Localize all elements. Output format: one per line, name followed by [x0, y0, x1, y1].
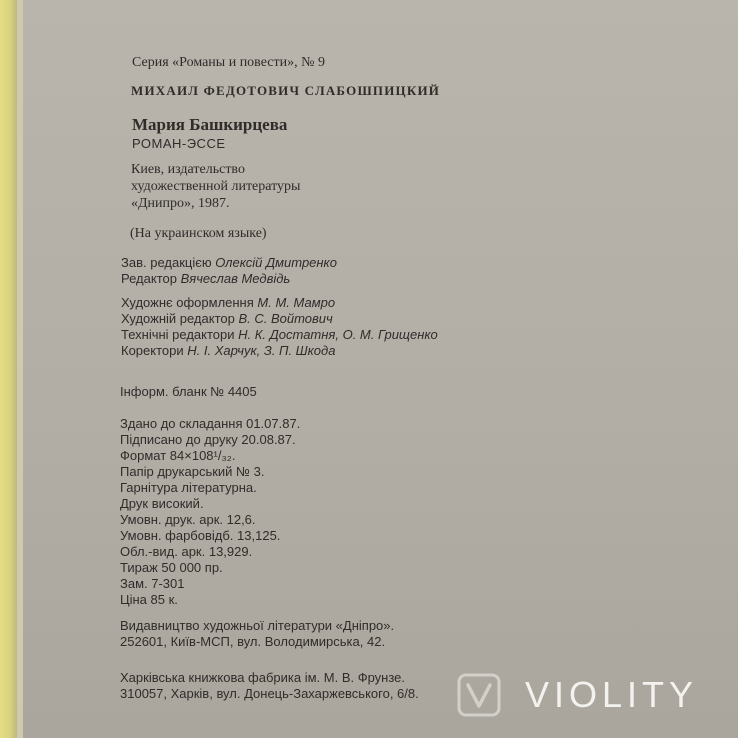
inform-number: Інформ. бланк № 4405 — [120, 384, 257, 399]
design-row — [121, 344, 335, 357]
spec-line: Умовн. друк. арк. 12,6. — [120, 512, 256, 527]
design-row — [121, 296, 335, 309]
publisher-ua-line-2: 252601, Київ-МСП, вул. Володимирська, 42. — [120, 634, 386, 649]
watermark-text: VIOLITY — [525, 674, 699, 715]
printer-line-1: Харківська книжкова фабрика ім. М. В. Фрунзе. — [120, 670, 406, 685]
spec-line: Тираж 50 000 пр. — [120, 560, 223, 575]
editor-row — [121, 272, 290, 285]
spec-line: Гарнітура літературна. — [120, 480, 257, 495]
design-label: Художній редактор — [121, 311, 239, 326]
author-name: МИХАИЛ ФЕДОТОВИЧ СЛАБОШПИЦКИЙ — [131, 83, 441, 98]
spec-line: Формат 84×108¹/₃₂. — [120, 448, 236, 463]
editor-row — [121, 256, 337, 269]
editor-name: Олексій Дмитренко — [215, 255, 337, 270]
publisher-ua-line-1: Видавництво художньої літератури «Дніпро». — [120, 618, 395, 633]
spec-line: Папір друкарський № 3. — [120, 464, 265, 479]
adjacent-yellow-page-edge — [0, 0, 17, 738]
design-name: М. М. Мамро — [257, 295, 336, 310]
design-name: В. С. Войтович — [238, 311, 333, 326]
spec-line: Ціна 85 к. — [120, 592, 178, 607]
spec-line: Здано до складання 01.07.87. — [120, 416, 301, 431]
spec-line: Друк високий. — [120, 496, 204, 511]
spec-line: Підписано до друку 20.08.87. — [120, 432, 296, 447]
book-title: Мария Башкирцева — [132, 115, 288, 134]
editor-label: Редактор — [121, 271, 181, 286]
design-label: Художнє оформлення — [121, 295, 258, 310]
book-genre: РОМАН-ЭССЕ — [132, 136, 226, 151]
spec-line: Обл.-вид. арк. 13,929. — [120, 544, 253, 559]
design-label: Технічні редактори — [121, 327, 239, 342]
publisher-ru-line-1: Киев, издательство — [131, 162, 245, 177]
printer-line-2: 310057, Харків, вул. Донець-Захаржевського, 6/8. — [120, 686, 419, 701]
publisher-ru-line-3: «Днипро», 1987. — [131, 196, 230, 211]
editor-name: Вячеслав Медвідь — [180, 271, 291, 286]
design-label: Коректори — [121, 343, 188, 358]
series-line: Серия «Романы и повести», № 9 — [132, 55, 325, 70]
publisher-ru-line-2: художественной литературы — [131, 179, 301, 194]
spec-line: Умовн. фарбовідб. 13,125. — [120, 528, 281, 543]
design-row — [121, 312, 333, 325]
spec-line: Зам. 7-301 — [120, 576, 185, 591]
design-name: Н. І. Харчук, З. П. Шкода — [187, 343, 336, 358]
design-row — [121, 328, 438, 341]
editor-label: Зав. редакцією — [121, 255, 216, 270]
page-spine-edge — [17, 0, 23, 738]
language-note: (На украинском языке) — [130, 226, 267, 241]
design-name: Н. К. Достатня, О. М. Грищенко — [238, 327, 438, 342]
